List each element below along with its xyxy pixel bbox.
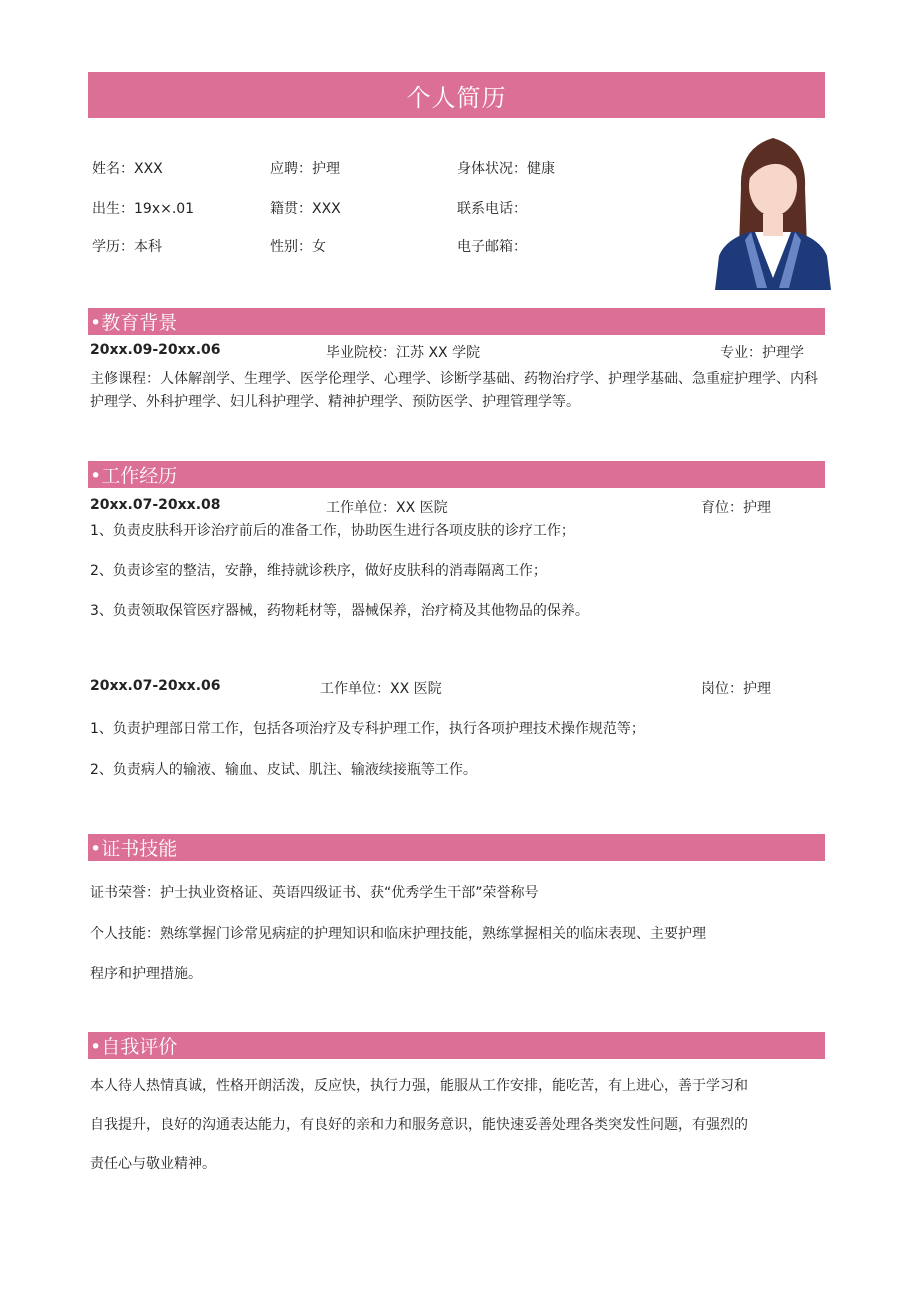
section-education-heading: •教育背景 <box>88 308 825 335</box>
job-2-unit: 工作单位：XX 医院 <box>320 681 442 697</box>
info-phone: 联系电话： <box>457 201 527 217</box>
self-eval-line1: 本人待人热情真诚，性格开朗活泼，反应快，执行力强，能服从工作安排，能吃苦，有上进心，善于学习和 <box>90 1078 748 1094</box>
education-school: 毕业院校：江苏 XX 学院 <box>326 345 481 361</box>
job-1-duty-2: 2、负责诊室的整洁，安静，维持就诊秩序，做好皮肤科的消毒隔离工作； <box>90 563 547 579</box>
female-avatar-icon <box>711 128 835 290</box>
education-major: 专业：护理学 <box>720 345 804 361</box>
section-certs-heading: •证书技能 <box>88 834 825 861</box>
self-eval-line3: 责任心与敬业精神。 <box>90 1156 216 1172</box>
certs-skills-line2: 程序和护理措施。 <box>90 966 202 982</box>
education-period: 20xx.09-20xx.06 <box>90 342 221 358</box>
info-birth: 出生：19x×.01 <box>92 201 195 217</box>
info-gender: 性别：女 <box>270 239 326 255</box>
self-eval-line2: 自我提升，良好的沟通表达能力，有良好的亲和力和服务意识，能快速妥善处理各类突发性问题，有强烈的 <box>90 1117 748 1133</box>
section-self-eval-heading: •自我评价 <box>88 1032 825 1059</box>
job-1-duty-1: 1、负责皮肤科开诊治疗前后的准备工作，协助医生进行各项皮肤的诊疗工作； <box>90 523 575 539</box>
resume-title: 个人简历 <box>88 72 825 118</box>
info-email: 电子邮箱： <box>457 239 527 255</box>
info-name: 姓名：XXX <box>92 161 163 177</box>
job-1-unit: 工作单位：XX 医院 <box>326 500 448 516</box>
info-health: 身体状况：健康 <box>457 161 555 177</box>
info-education: 学历：本科 <box>92 239 162 255</box>
section-work-heading: •工作经历 <box>88 461 825 488</box>
education-courses: 主修课程：人体解剖学、生理学、医学伦理学、心理学、诊断学基础、药物治疗学、护理学基础、急重症护理学、内科护理学、外科护理学、妇儿科护理学、精神护理学、预防医学、护理管理学等。 <box>90 371 818 410</box>
job-2-position: 岗位：护理 <box>701 681 771 697</box>
job-2-duty-1: 1、负责护理部日常工作，包括各项治疗及专科护理工作，执行各项护理技术操作规范等； <box>90 721 645 737</box>
avatar-photo <box>711 128 835 290</box>
info-apply: 应聘：护理 <box>270 161 340 177</box>
info-origin: 籍贯：XXX <box>270 201 341 217</box>
certs-skills-line1: 个人技能：熟练掌握门诊常见病症的护理知识和临床护理技能，熟练掌握相关的临床表现、主要护理 <box>90 926 706 942</box>
certs-honors: 证书荣誉：护士执业资格证、英语四级证书、获“优秀学生干部”荣誉称号 <box>90 885 539 901</box>
job-1-position: 育位：护理 <box>701 500 771 516</box>
job-1-duty-3: 3、负责领取保管医疗器械，药物耗材等，器械保养，治疗椅及其他物品的保养。 <box>90 603 589 619</box>
job-2-period: 20xx.07-20xx.06 <box>90 678 221 694</box>
job-2-duty-2: 2、负责病人的输液、输血、皮试、肌注、输液续接瓶等工作。 <box>90 762 477 778</box>
job-1-period: 20xx.07-20xx.08 <box>90 497 221 513</box>
